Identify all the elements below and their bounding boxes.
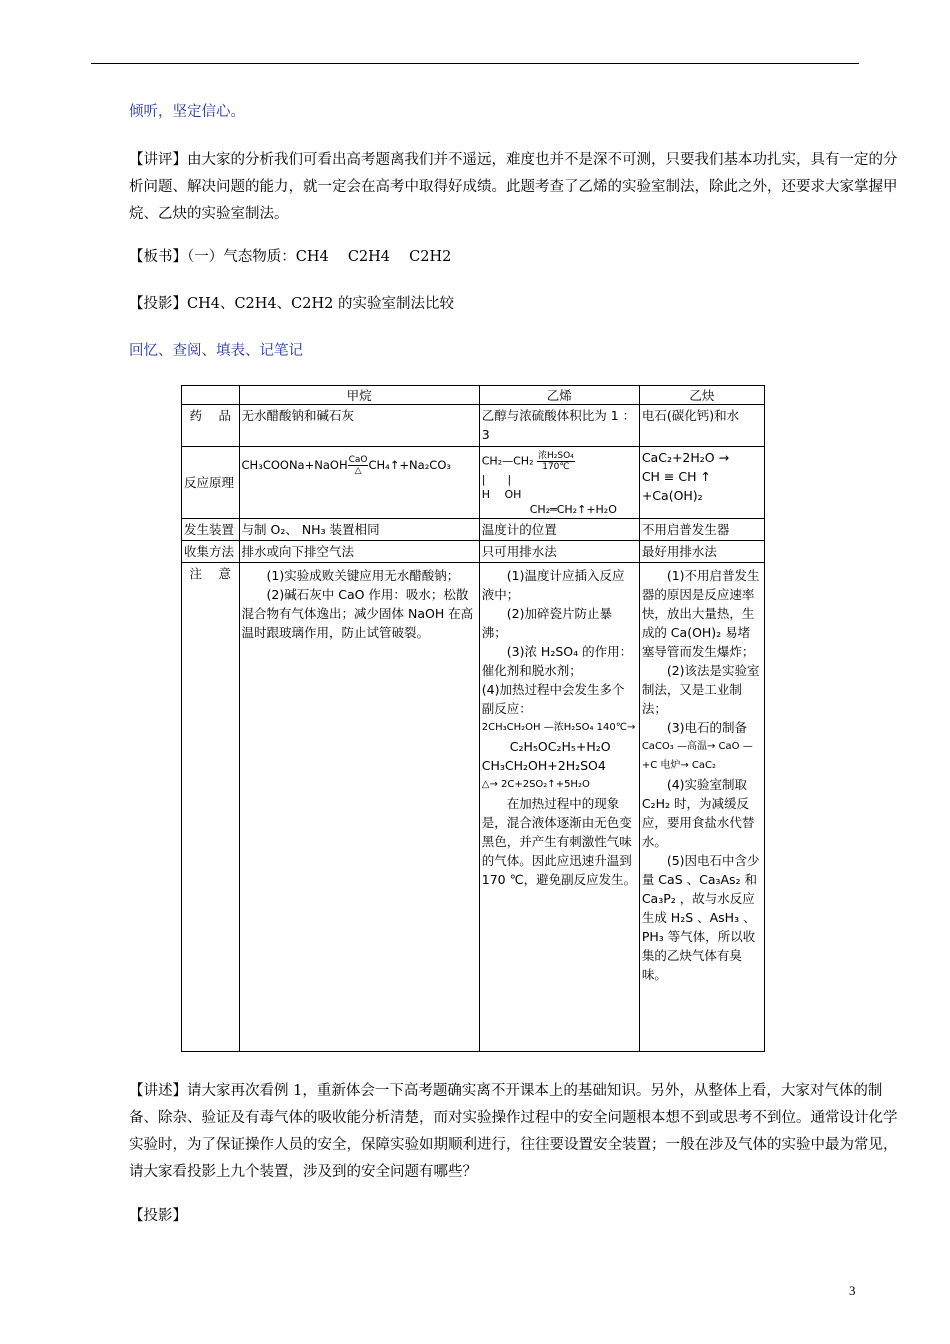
methane-equation	[239, 447, 479, 519]
header-methane: 甲烷	[239, 386, 479, 405]
note: CH₃CH₂OH+2H₂SO4	[481, 758, 606, 773]
note: (1)温度计应插入反应液中；	[481, 568, 625, 602]
ethylene-equation	[479, 447, 639, 519]
cell: 无水醋酸钠和碱石灰	[239, 405, 479, 447]
note: (4)加热过程中会发生多个副反应：	[481, 682, 625, 716]
header-ethylene: 乙烯	[479, 386, 639, 405]
row-label-fasheng: 发生装置	[182, 519, 240, 541]
eth-l4: CH₂═CH₂↑+H₂O	[529, 503, 617, 516]
note: 在加热过程中的现象是，混合液体逐渐由无色变黑色，并产生有刺激性气味的气体。因此应迅速升温到 170 ℃，避免副反应发生。	[481, 796, 637, 887]
note: (3)浓 H₂SO₄ 的作用：催化剂和脱水剂；	[481, 644, 633, 678]
table-header-row	[182, 386, 765, 405]
jiangping-text: 【讲评】由大家的分析我们可看出高考题离我们并不遥远，难度也并不是深不可测，只要我们基本功扎实，具有一定的分析问题、解决问题的能力，就一定会在高考中取得好成绩。此题考查了乙烯的实验室制法，除此之外，还要求大家掌握甲烷、乙炔的实验室制法。	[129, 152, 898, 222]
notes-acetylene	[639, 563, 764, 1052]
touying-line: 【投影】CH4、C2H4、C2H2 的实验室制法比较	[129, 296, 454, 312]
note: (2)加碎瓷片防止暴沸；	[481, 606, 612, 640]
note: (2)该法是实验室制法，又是工业制法；	[641, 663, 760, 716]
cell: 最好用排水法	[639, 541, 764, 563]
table-row	[182, 541, 765, 563]
eth-cond-bot: 170℃	[542, 462, 570, 472]
eq-condition	[348, 455, 369, 476]
cell: 不用启普发生器	[639, 519, 764, 541]
eth-cond-top: 浓H₂SO₄	[537, 451, 574, 461]
eq-left: CH₃COONa+NaOH	[241, 458, 348, 472]
banshu-line: 【板书】（一）气态物质：CH4 C2H4 C2H2	[129, 249, 452, 265]
note: 2CH₃CH₂OH —浓H₂SO₄ 140℃→	[481, 722, 636, 733]
cell: 电石(碳化钙)和水	[639, 405, 764, 447]
acetylene-equation	[639, 447, 764, 519]
row-label-zhuyi: 注 意	[182, 563, 240, 1052]
cell: 只可用排水法	[479, 541, 639, 563]
notes-ethylene	[479, 563, 639, 1052]
table-row	[182, 563, 765, 1052]
cell: 乙醇与浓硫酸体积比为 1 ：3	[479, 405, 639, 447]
note: (5)因电石中含少量 CaS 、Ca₃As₂ 和Ca₃P₂ ，故与水反应生成 H₂S 、AsH₃ 、PH₃ 等气体，所以收集的乙炔气体有臭味。	[641, 853, 760, 982]
header-acetylene: 乙炔	[639, 386, 764, 405]
cell: 温度计的位置	[479, 519, 639, 541]
eth-l3: H OH	[481, 488, 522, 501]
ace-l1: CaC₂+2H₂O →	[641, 450, 730, 465]
note: (3)电石的制备	[666, 720, 748, 735]
cell: 与制 O₂、 NH₃ 装置相同	[239, 519, 479, 541]
note: (2)碱石灰中 CaO 作用：吸水；松散混合物有气体逸出；减少固体 NaOH 在高温时跟玻璃作用，防止试管破裂。	[241, 587, 474, 640]
eq-cond-bot: △	[354, 466, 362, 476]
eth-l1: CH₂—CH₂	[481, 454, 534, 468]
comparison-table	[181, 385, 765, 1052]
eth-l2: | |	[481, 473, 512, 486]
row-label-fanying: 反应原理	[182, 447, 240, 519]
intro-line: 倾听，坚定信心。	[129, 104, 245, 120]
ace-l3: +Ca(OH)₂	[641, 488, 703, 503]
note: C₂H₅OC₂H₅+H₂O	[509, 739, 611, 754]
jiangping-paragraph	[91, 147, 901, 228]
eq-cond-top: CaO	[348, 455, 368, 465]
notes-methane	[239, 563, 479, 1052]
row-label-shouji: 收集方法	[182, 541, 240, 563]
eq-right: CH₄↑+Na₂CO₃	[368, 458, 451, 472]
header-rule	[91, 63, 859, 64]
ace-l2: CH ≡ CH ↑	[641, 469, 711, 484]
note: CaCO₃ —高温→ CaO —+C 电炉→ CaC₂	[641, 741, 753, 771]
table-row	[182, 519, 765, 541]
note: △→ 2C+2SO₂↑+5H₂O	[481, 779, 590, 790]
table-row	[182, 447, 765, 519]
eth-line1	[482, 451, 637, 472]
jiangshu-paragraph: 【讲述】请大家再次看例 1，重新体会一下高考题确实离不开课本上的基础知识。另外，从整体上看，大家对气体的制备、除杂、验证及有毒气体的吸收能分析清楚，而对实验操作过程中的安全问题根本想不到或思考不到位。通常设计化学实验时，为了保证操作人员的安全，保障实验如期顺利进行，往往要设置安全装置；一般在涉及气体的实验中最为常见，请大家看投影上九个装置，涉及到的安全问题有哪些？	[129, 1083, 898, 1180]
touying2-line: 【投影】	[129, 1208, 187, 1224]
note: (1)实验成败关键应用无水醋酸钠；	[266, 568, 460, 583]
review-line: 回忆、查阅、填表、记笔记	[129, 343, 303, 359]
cell: 排水或向下排空气法	[239, 541, 479, 563]
row-label-yaopin: 药 品	[182, 405, 240, 447]
note: (1)不用启普发生器的原因是反应速率快，放出大量热，生成的 Ca(OH)₂ 易堵塞导管而发生爆炸；	[641, 568, 760, 659]
page-number: 3	[849, 1283, 856, 1298]
header-empty	[182, 386, 240, 405]
note: (4)实验室制取 C₂H₂ 时，为减缓反应，要用食盐水代替水。	[641, 777, 755, 849]
eth-condition	[537, 451, 575, 472]
table-row	[182, 405, 765, 447]
